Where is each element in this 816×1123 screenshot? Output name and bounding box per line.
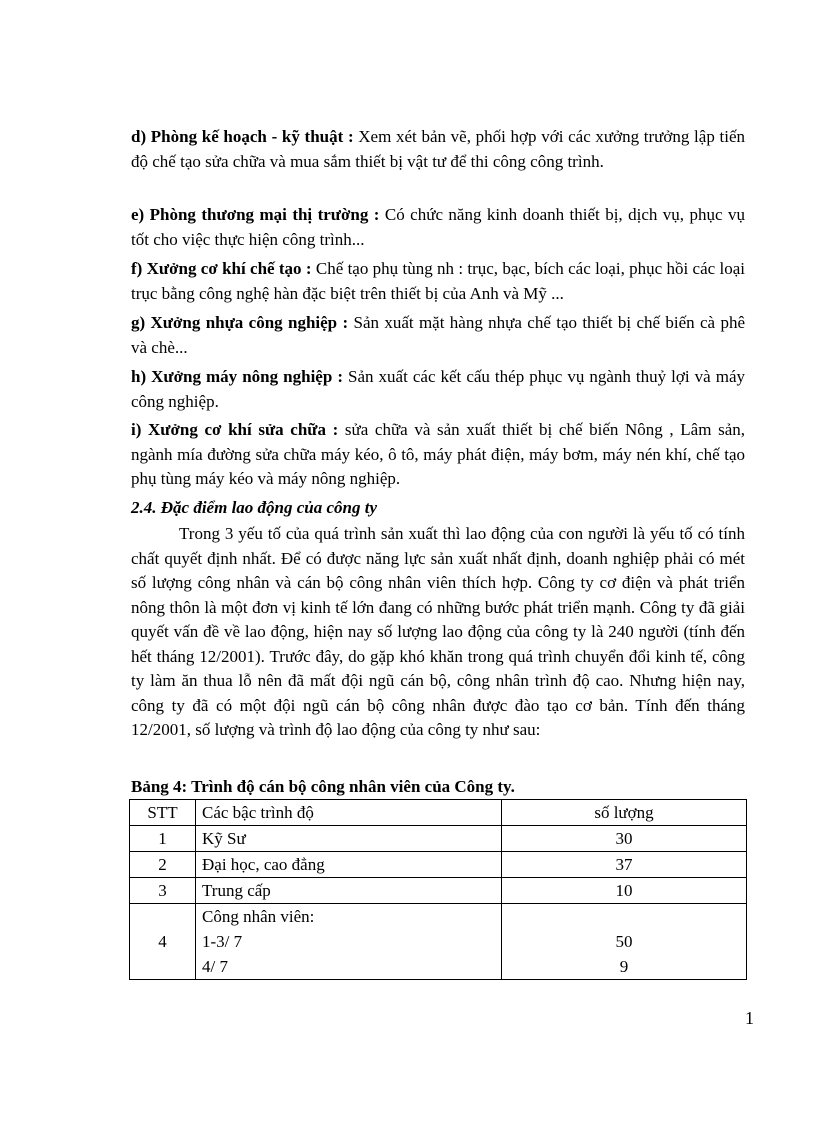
cell-level: Đại học, cao đẳng xyxy=(196,852,502,878)
table-row xyxy=(130,852,747,878)
section-f xyxy=(131,257,745,306)
cell-qty-group xyxy=(502,904,747,980)
cell-level: Kỹ Sư xyxy=(196,826,502,852)
section-f-label: f) Xưởng cơ khí chế tạo : xyxy=(131,259,312,278)
body-paragraph: Trong 3 yếu tố của quá trình sản xuất thì lao động của con người là yếu tố có tính chất quyết định nhất. Để có được năng lực sản xuất nhất định, doanh nghiệp phải có mét số lượng công nhân và cán bộ công nhân viên thích hợp. Công ty cơ điện và phát triển nông thôn là một đơn vị kinh tế lớn đang có những bước phát triển mạnh. Công ty đã giải quyết vấn đề về lao động, hiện nay số lượng lao động của công ty là 240 người (tính đến hết tháng 12/2001). Trước đây, do gặp khó khăn trong quá trình chuyển đổi kinh tế, công ty làm ăn thua lỗ nên đã mất đội ngũ cán bộ, công nhân trình độ cao. Nhưng hiện nay, công ty đã có một đội ngũ cán bộ công nhân được đào tạo cơ bản. Tính đến tháng 12/2001, số lượng và trình độ lao động của công ty như sau: xyxy=(131,524,745,739)
header-qty: số lượng xyxy=(502,800,747,826)
table-header-row xyxy=(130,800,747,826)
section-d-text: Xem xét bản vẽ, phối hợp với các xưởng trưởng lập tiến độ chế tạo sửa chữa và mua sắm thiết bị vật tư để thi công công trình. xyxy=(131,127,745,171)
cell-stt: 4 xyxy=(130,904,196,980)
section-e xyxy=(131,203,745,252)
page-number: 1 xyxy=(745,1008,754,1028)
qty-sub-2: 9 xyxy=(619,957,629,976)
section-i-label: i) Xưởng cơ khí sửa chữa : xyxy=(131,420,339,439)
cell-stt: 1 xyxy=(130,826,196,852)
cell-qty: 10 xyxy=(502,878,747,904)
level-sub-2: 4/ 7 xyxy=(202,957,228,976)
table-row xyxy=(130,878,747,904)
level-sub-1: 1-3/ 7 xyxy=(202,932,243,951)
section-h-label: h) Xưởng máy nông nghiệp : xyxy=(131,367,343,386)
table-row xyxy=(130,826,747,852)
cell-level-group xyxy=(196,904,502,980)
header-stt: STT xyxy=(130,800,196,826)
cell-level: Trung cấp xyxy=(196,878,502,904)
table-caption: Bảng 4: Trình độ cán bộ công nhân viên của Công ty. xyxy=(131,777,515,796)
section-heading: 2.4. Đặc điểm lao động của công ty xyxy=(131,498,378,517)
qty-sub-1: 50 xyxy=(615,932,633,951)
section-d xyxy=(131,125,745,174)
staff-level-table xyxy=(129,799,747,980)
level-group-label: Công nhân viên: xyxy=(202,907,315,926)
section-h xyxy=(131,365,745,414)
cell-qty: 37 xyxy=(502,852,747,878)
section-i-text: sửa chữa và sản xuất thiết bị chế biến Nông , Lâm sản, ngành mía đường sửa chữa máy kéo, ô tô, máy phát điện, máy bơm, máy nén khí, chế tạo phụ tùng máy kéo và máy nông nghiệp. xyxy=(131,420,745,488)
cell-qty: 30 xyxy=(502,826,747,852)
section-g xyxy=(131,311,745,360)
section-f-text: Chế tạo phụ tùng nh : trục, bạc, bích các loại, phục hồi các loại trục bằng công nghệ hàn đặc biệt trên thiết bị của Anh và Mỹ ... xyxy=(131,259,745,303)
section-e-text: Có chức năng kinh doanh thiết bị, dịch vụ, phục vụ tốt cho việc thực hiện công trình... xyxy=(131,205,745,249)
section-e-label: e) Phòng thương mại thị trường : xyxy=(131,205,380,224)
section-i xyxy=(131,418,745,492)
section-d-label: d) Phòng kế hoạch - kỹ thuật : xyxy=(131,127,354,146)
table-row xyxy=(130,904,747,980)
cell-stt: 3 xyxy=(130,878,196,904)
cell-stt: 2 xyxy=(130,852,196,878)
section-h-text: Sản xuất các kết cấu thép phục vụ ngành thuỷ lợi và máy công nghiệp. xyxy=(131,367,745,411)
header-level: Các bậc trình độ xyxy=(196,800,502,826)
section-g-label: g) Xưởng nhựa công nghiệp : xyxy=(131,313,349,332)
section-g-text: Sản xuất mặt hàng nhựa chế tạo thiết bị chế biến cà phê và chè... xyxy=(131,313,745,357)
